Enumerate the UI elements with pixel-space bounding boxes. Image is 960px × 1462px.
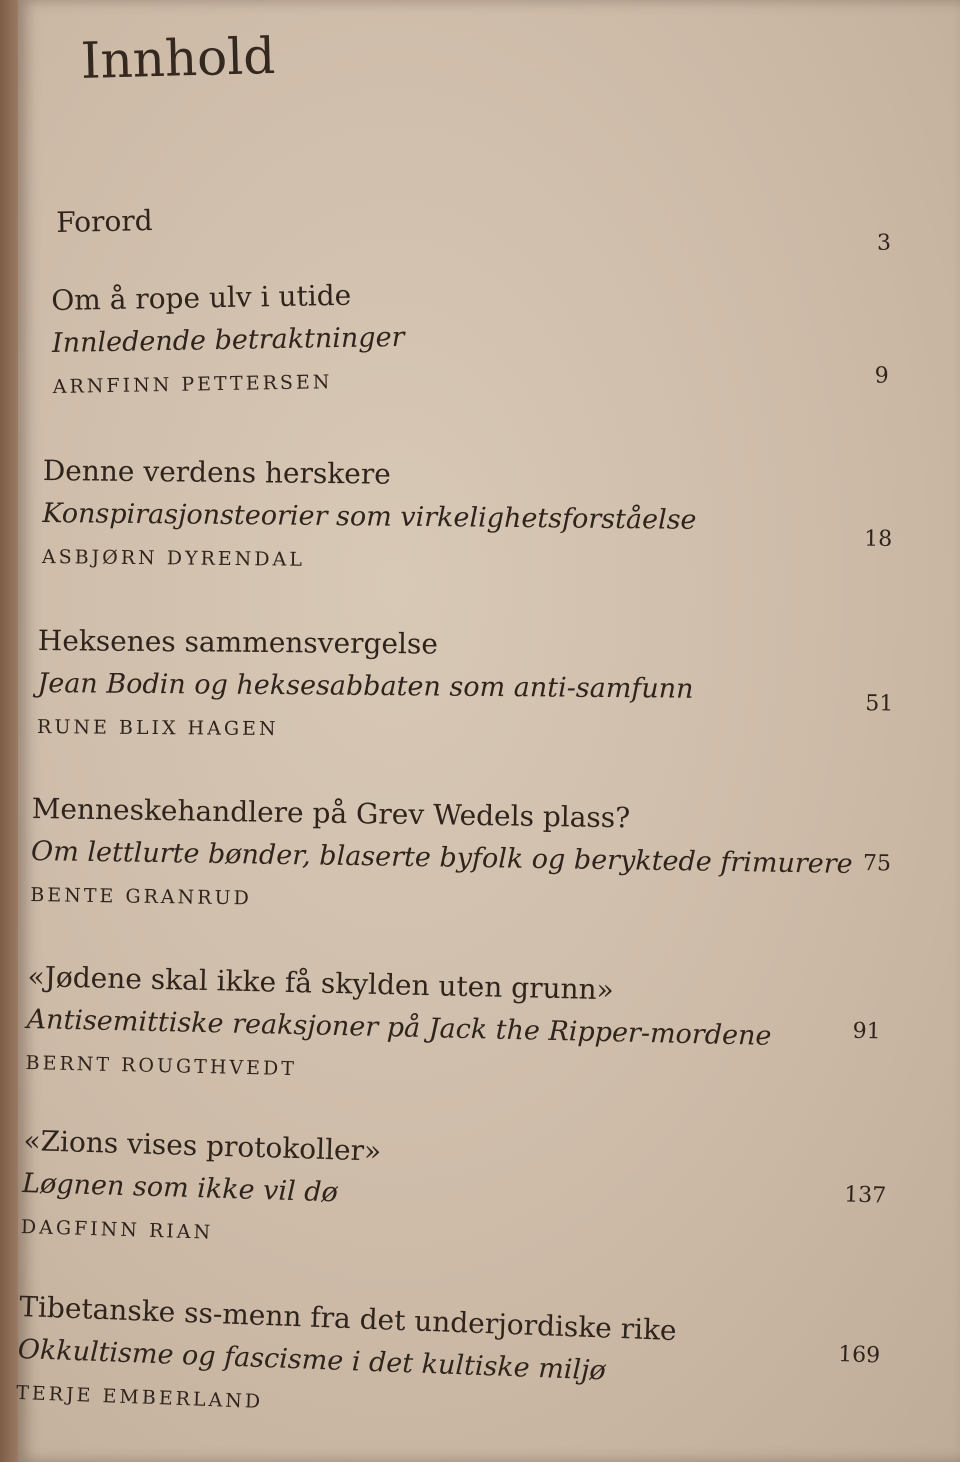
toc-entry	[15, 1290, 919, 1413]
toc-heading: Menneskehandlere på Grev Wedels plass?	[31, 792, 631, 835]
toc-heading: Forord	[56, 203, 153, 239]
toc-subtitle: Løgnen som ikke vil dø	[21, 1167, 339, 1209]
toc-author: ARNFINN PETTERSEN	[52, 371, 333, 398]
toc-page-number: 9	[874, 363, 889, 389]
toc-author: BENTE GRANRUD	[30, 883, 252, 910]
toc-entry	[30, 792, 932, 910]
toc-entry	[20, 1124, 924, 1244]
toc-heading: «Jødene skal ikke få skylden uten grunn»	[27, 960, 615, 1007]
toc-author: TERJE EMBERLAND	[15, 1381, 264, 1413]
toc-page-number: 18	[864, 526, 893, 552]
toc-subtitle: Innledende betraktninger	[51, 321, 405, 359]
toc-heading: Tibetanske ss-menn fra det underjordiske rike	[18, 1290, 678, 1348]
toc-heading: Om å rope ulv i utide	[51, 278, 352, 317]
toc-heading: Heksenes sammensvergelse	[37, 624, 439, 661]
toc-page-number: 3	[876, 230, 892, 256]
book-page	[15, 0, 960, 1462]
toc-heading: «Zions vises protokoller»	[23, 1124, 382, 1168]
toc-page-number: 137	[843, 1182, 887, 1209]
toc-subtitle: Om lettlurte bønder, blaserte byfolk og beryktede frimurere	[30, 835, 853, 880]
toc-author: RUNE BLIX HAGEN	[37, 715, 279, 741]
toc-entry	[41, 454, 943, 571]
toc-page-number: 51	[865, 691, 894, 717]
toc-author: ASBJØRN DYRENDAL	[41, 545, 306, 571]
toc-heading: Denne verdens herskere	[42, 454, 391, 491]
toc-page-number: 169	[837, 1342, 881, 1369]
toc-entry	[37, 624, 938, 741]
toc-entry	[51, 268, 951, 398]
toc-page-number: 91	[852, 1018, 881, 1045]
toc-entry	[25, 960, 928, 1081]
toc-page-number: 75	[862, 851, 892, 877]
toc-author: BERNT ROUGTHVEDT	[25, 1051, 298, 1081]
toc-subtitle: Okkultisme og fascisme i det kultiske miljø	[17, 1333, 607, 1387]
toc-subtitle: Jean Bodin og heksesabbaten som anti-samfunn	[37, 667, 694, 705]
toc-author: DAGFINN RIAN	[20, 1215, 214, 1244]
toc-subtitle: Antisemittiske reaksjoner på Jack the Ripper-mordene	[26, 1003, 772, 1052]
page-title: Innhold	[80, 26, 276, 90]
toc-entry-forord	[56, 187, 956, 256]
toc-subtitle: Konspirasjonsteorier som virkelighetsforståelse	[42, 497, 697, 536]
